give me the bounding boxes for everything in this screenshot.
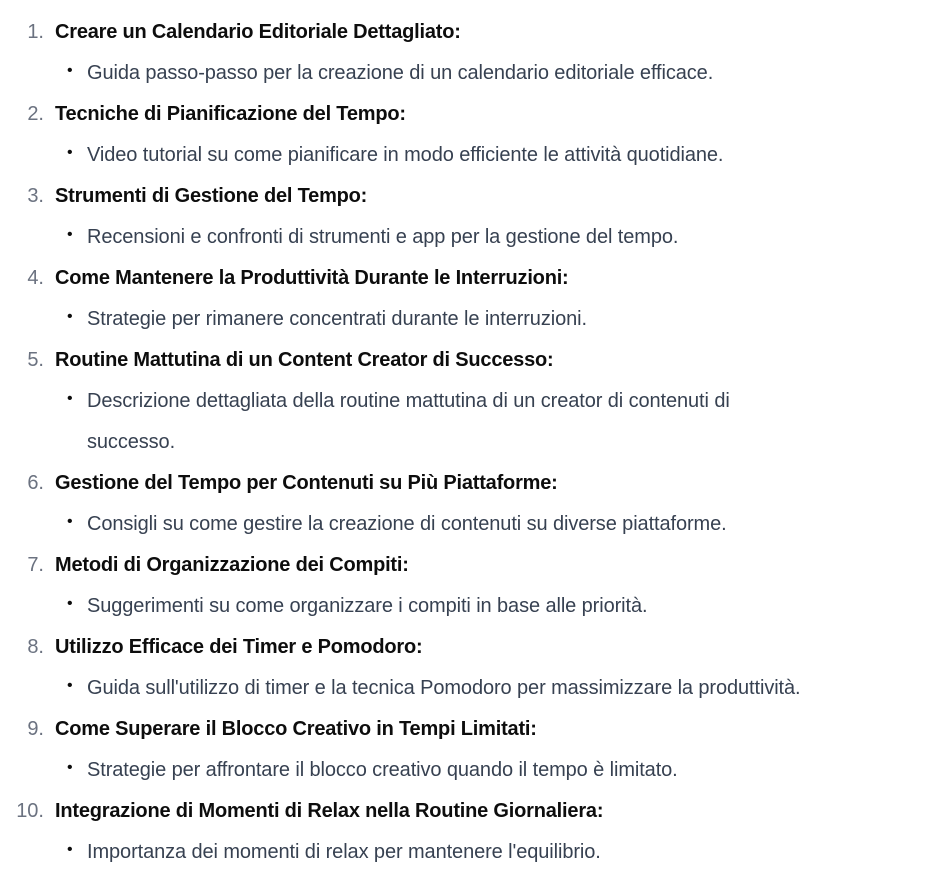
bullet-dot-icon: • — [67, 759, 73, 776]
item-title: Tecniche di Pianificazione del Tempo: — [55, 103, 406, 125]
item-title: Come Mantenere la Produttività Durante le Interruzioni: — [55, 267, 569, 289]
list-item — [0, 12, 950, 94]
item-number: 8. — [27, 636, 44, 658]
item-number: 4. — [27, 267, 44, 289]
sub-bullet — [0, 299, 950, 340]
list-item — [0, 791, 950, 873]
bullet-text-continued: successo. — [87, 431, 176, 453]
bullet-dot-icon: • — [67, 677, 73, 694]
bullet-text: Strategie per rimanere concentrati durante le interruzioni. — [87, 308, 587, 330]
list-item — [0, 94, 950, 176]
item-title: Integrazione di Momenti di Relax nella Routine Giornaliera: — [55, 800, 604, 822]
bullet-dot-icon: • — [67, 144, 73, 161]
bullet-text: Suggerimenti su come organizzare i compiti in base alle priorità. — [87, 595, 648, 617]
item-number: 6. — [27, 472, 44, 494]
bullet-text: Descrizione dettagliata della routine mattutina di un creator di contenuti di — [87, 390, 730, 412]
sub-bullet — [0, 586, 950, 627]
list-item — [0, 463, 950, 545]
item-title: Creare un Calendario Editoriale Dettagliato: — [55, 21, 461, 43]
sub-bullet — [0, 504, 950, 545]
list-item — [0, 545, 950, 627]
sub-bullet — [0, 53, 950, 94]
item-number: 2. — [27, 103, 44, 125]
bullet-dot-icon: • — [67, 226, 73, 243]
bullet-dot-icon: • — [67, 390, 73, 407]
item-number: 5. — [27, 349, 44, 371]
bullet-text: Guida sull'utilizzo di timer e la tecnica Pomodoro per massimizzare la produttività. — [87, 677, 801, 699]
item-number: 1. — [27, 21, 44, 43]
item-title: Routine Mattutina di un Content Creator di Successo: — [55, 349, 554, 371]
list-item — [0, 258, 950, 340]
item-title: Metodi di Organizzazione dei Compiti: — [55, 554, 409, 576]
sub-bullet — [0, 668, 950, 709]
sub-bullet — [0, 750, 950, 791]
list-item — [0, 176, 950, 258]
bullet-text: Strategie per affrontare il blocco creativo quando il tempo è limitato. — [87, 759, 678, 781]
item-number: 9. — [27, 718, 44, 740]
bullet-text: Consigli su come gestire la creazione di contenuti su diverse piattaforme. — [87, 513, 727, 535]
item-title: Strumenti di Gestione del Tempo: — [55, 185, 368, 207]
sub-bullet — [0, 381, 950, 463]
bullet-dot-icon: • — [67, 841, 73, 858]
item-number: 7. — [27, 554, 44, 576]
bullet-dot-icon: • — [67, 595, 73, 612]
item-number: 10. — [16, 800, 44, 822]
bullet-text: Guida passo-passo per la creazione di un calendario editoriale efficace. — [87, 62, 714, 84]
list-item — [0, 709, 950, 791]
list-item — [0, 340, 950, 463]
sub-bullet — [0, 217, 950, 258]
bullet-text: Video tutorial su come pianificare in modo efficiente le attività quotidiane. — [87, 144, 724, 166]
bullet-dot-icon: • — [67, 308, 73, 325]
item-number: 3. — [27, 185, 44, 207]
bullet-dot-icon: • — [67, 62, 73, 79]
bullet-dot-icon: • — [67, 513, 73, 530]
item-title: Utilizzo Efficace dei Timer e Pomodoro: — [55, 636, 423, 658]
sub-bullet — [0, 135, 950, 176]
list-item — [0, 627, 950, 709]
bullet-text: Recensioni e confronti di strumenti e app per la gestione del tempo. — [87, 226, 679, 248]
item-title: Gestione del Tempo per Contenuti su Più Piattaforme: — [55, 472, 558, 494]
bullet-text: Importanza dei momenti di relax per mantenere l'equilibrio. — [87, 841, 601, 863]
item-title: Come Superare il Blocco Creativo in Tempi Limitati: — [55, 718, 537, 740]
sub-bullet — [0, 832, 950, 873]
